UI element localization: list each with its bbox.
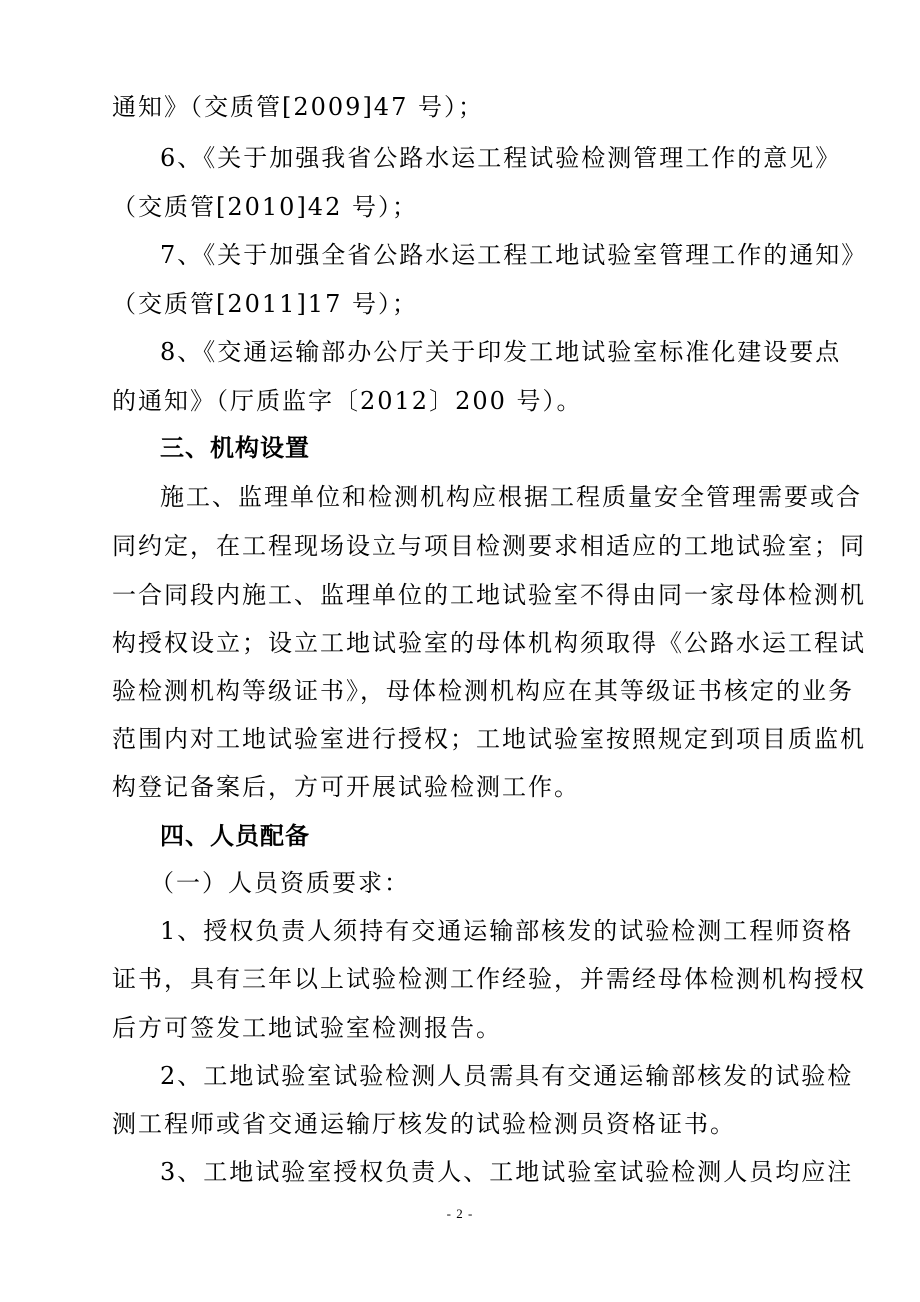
text-line: 3、工地试验室授权负责人、工地试验室试验检测人员均应注 bbox=[160, 1158, 854, 1186]
text-line: 1、授权负责人须持有交通运输部核发的试验检测工程师资格 bbox=[160, 917, 854, 945]
text-line: 通知》（交质管[2009]47 号）； bbox=[112, 93, 484, 121]
text-line: 8、《交通运输部办公厅关于印发工地试验室标准化建设要点 bbox=[160, 338, 842, 366]
page-number: - 2 - bbox=[446, 1206, 474, 1221]
text-line: 6、《关于加强我省公路水运工程试验检测管理工作的意见》 bbox=[160, 144, 842, 172]
text-line: 同约定，在工程现场设立与项目检测要求相适应的工地试验室；同 bbox=[112, 532, 866, 560]
text-line: 证书，具有三年以上试验检测工作经验，并需经母体检测机构授权 bbox=[112, 965, 866, 993]
text-line: 的通知》（厅质监字〔2012〕200 号）。 bbox=[112, 387, 583, 415]
text-line: 后方可签发工地试验室检测报告。 bbox=[112, 1014, 502, 1042]
text-line: 验检测机构等级证书》，母体检测机构应在其等级证书核定的业务 bbox=[112, 677, 854, 705]
section-heading: 三、机构设置 bbox=[160, 434, 310, 462]
text-line: （交质管[2011]17 号）； bbox=[112, 290, 418, 318]
text-line: 构授权设立；设立工地试验室的母体机构须取得《公路水运工程试 bbox=[112, 629, 866, 657]
text-line: 施工、监理单位和检测机构应根据工程质量安全管理需要或合 bbox=[160, 483, 862, 511]
text-line: 2、工地试验室试验检测人员需具有交通运输部核发的试验检 bbox=[160, 1062, 854, 1090]
section-heading: 四、人员配备 bbox=[160, 822, 310, 850]
subsection-heading: （一）人员资质要求： bbox=[150, 869, 410, 897]
text-line: 测工程师或省交通运输厅核发的试验检测员资格证书。 bbox=[112, 1110, 736, 1138]
text-line: 构登记备案后，方可开展试验检测工作。 bbox=[112, 773, 580, 801]
text-line: 范围内对工地试验室进行授权；工地试验室按照规定到项目质监机 bbox=[112, 725, 866, 753]
text-line: 7、《关于加强全省公路水运工程工地试验室管理工作的通知》 bbox=[160, 241, 868, 269]
text-line: （交质管[2010]42 号）； bbox=[112, 193, 418, 221]
text-line: 一合同段内施工、监理单位的工地试验室不得由同一家母体检测机 bbox=[112, 581, 866, 609]
